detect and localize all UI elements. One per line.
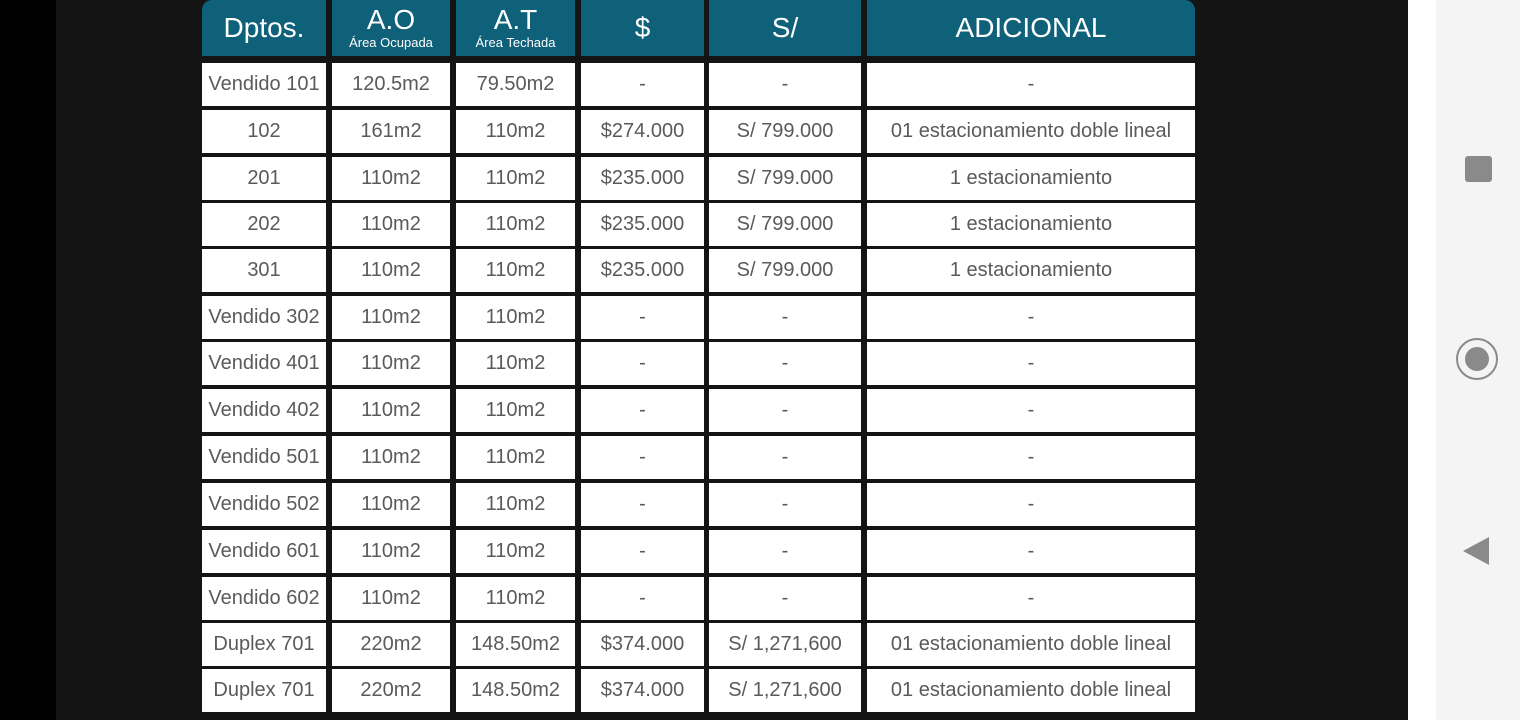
header-area-techada [456,0,575,56]
cell-adicional: - [867,342,1195,385]
cell-dptos: Duplex 701 [202,623,326,666]
cell-dptos: Vendido 602 [202,577,326,620]
cell-dptos: 102 [202,110,326,153]
cell-precio-dolares: - [581,436,704,479]
cell-precio-soles: S/ 799.000 [709,249,861,292]
cell-area-techada: 79.50m2 [456,63,575,106]
header-precio-dolares [581,0,704,56]
cell-area-techada: 148.50m2 [456,623,575,666]
cell-area-techada: 110m2 [456,342,575,385]
cell-precio-dolares: - [581,530,704,573]
cell-area-ocupada: 220m2 [332,669,450,712]
cell-area-techada: 110m2 [456,436,575,479]
cell-dptos: Vendido 401 [202,342,326,385]
cell-precio-soles: - [709,63,861,106]
cell-area-ocupada: 110m2 [332,530,450,573]
cell-precio-dolares: - [581,296,704,339]
cell-adicional: 1 estacionamiento [867,249,1195,292]
image-viewer [56,0,1408,720]
cell-precio-dolares: $235.000 [581,203,704,246]
cell-dptos: Vendido 601 [202,530,326,573]
cell-adicional: 01 estacionamiento doble lineal [867,669,1195,712]
cell-precio-dolares: - [581,63,704,106]
cell-area-ocupada: 120.5m2 [332,63,450,106]
cell-dptos: 201 [202,157,326,200]
cell-dptos: Vendido 302 [202,296,326,339]
cell-dptos: Duplex 701 [202,669,326,712]
cell-adicional: - [867,436,1195,479]
cell-precio-soles: - [709,577,861,620]
cell-precio-dolares: - [581,577,704,620]
cell-precio-dolares: $235.000 [581,157,704,200]
cell-adicional: 1 estacionamiento [867,157,1195,200]
cell-adicional: - [867,483,1195,526]
cell-adicional: - [867,296,1195,339]
cell-area-techada: 110m2 [456,577,575,620]
header-sublabel: Área Ocupada [349,35,433,50]
cell-dptos: Vendido 501 [202,436,326,479]
navigation-bar-edge [1408,0,1436,720]
header-sublabel: Área Techada [475,35,556,50]
header-label: A.O [366,4,416,35]
cell-precio-dolares: $235.000 [581,249,704,292]
header-adicional [867,0,1195,56]
cell-dptos: Vendido 101 [202,63,326,106]
cell-area-ocupada: 110m2 [332,436,450,479]
cell-precio-dolares: $274.000 [581,110,704,153]
cell-area-ocupada: 110m2 [332,577,450,620]
header-label: A.T [493,4,538,35]
cell-area-techada: 110m2 [456,249,575,292]
cell-precio-soles: - [709,342,861,385]
cell-precio-soles: - [709,530,861,573]
header-label: ADICIONAL [955,12,1107,43]
cell-area-ocupada: 110m2 [332,203,450,246]
cell-precio-soles: - [709,436,861,479]
cell-adicional: 1 estacionamiento [867,203,1195,246]
cell-area-ocupada: 110m2 [332,342,450,385]
cell-precio-dolares: $374.000 [581,669,704,712]
cell-adicional: - [867,577,1195,620]
cell-dptos: 202 [202,203,326,246]
cell-area-techada: 110m2 [456,296,575,339]
back-triangle-icon[interactable] [1463,537,1489,565]
cell-precio-soles: S/ 799.000 [709,157,861,200]
cell-precio-soles: S/ 799.000 [709,203,861,246]
cell-precio-soles: - [709,483,861,526]
cell-precio-soles: - [709,389,861,432]
cell-area-ocupada: 220m2 [332,623,450,666]
header-label: S/ [771,12,799,43]
header-area-ocupada [332,0,450,56]
cell-precio-dolares: - [581,389,704,432]
cell-adicional: 01 estacionamiento doble lineal [867,110,1195,153]
cell-precio-dolares: - [581,483,704,526]
cell-adicional: - [867,63,1195,106]
cell-dptos: Vendido 402 [202,389,326,432]
cell-precio-dolares: - [581,342,704,385]
cell-area-ocupada: 161m2 [332,110,450,153]
cell-area-techada: 110m2 [456,203,575,246]
cell-adicional: - [867,530,1195,573]
cell-area-techada: 110m2 [456,110,575,153]
cell-area-techada: 110m2 [456,530,575,573]
cell-precio-dolares: $374.000 [581,623,704,666]
cell-area-ocupada: 110m2 [332,249,450,292]
cell-adicional: 01 estacionamiento doble lineal [867,623,1195,666]
cell-dptos: 301 [202,249,326,292]
cell-precio-soles: S/ 1,271,600 [709,623,861,666]
cell-area-ocupada: 110m2 [332,483,450,526]
cell-area-techada: 148.50m2 [456,669,575,712]
header-precio-soles [709,0,861,56]
cell-area-techada: 110m2 [456,389,575,432]
cell-dptos: Vendido 502 [202,483,326,526]
recents-square-icon[interactable] [1465,156,1492,182]
cell-area-ocupada: 110m2 [332,389,450,432]
cell-area-techada: 110m2 [456,157,575,200]
home-circle-icon[interactable] [1456,338,1498,380]
cell-precio-soles: - [709,296,861,339]
cell-area-techada: 110m2 [456,483,575,526]
header-label: $ [634,12,651,43]
header-dptos [202,0,326,56]
cell-adicional: - [867,389,1195,432]
cell-precio-soles: S/ 1,271,600 [709,669,861,712]
cell-area-ocupada: 110m2 [332,296,450,339]
cell-area-ocupada: 110m2 [332,157,450,200]
cell-precio-soles: S/ 799.000 [709,110,861,153]
header-label: Dptos. [223,12,305,43]
left-black-bar [0,0,56,720]
